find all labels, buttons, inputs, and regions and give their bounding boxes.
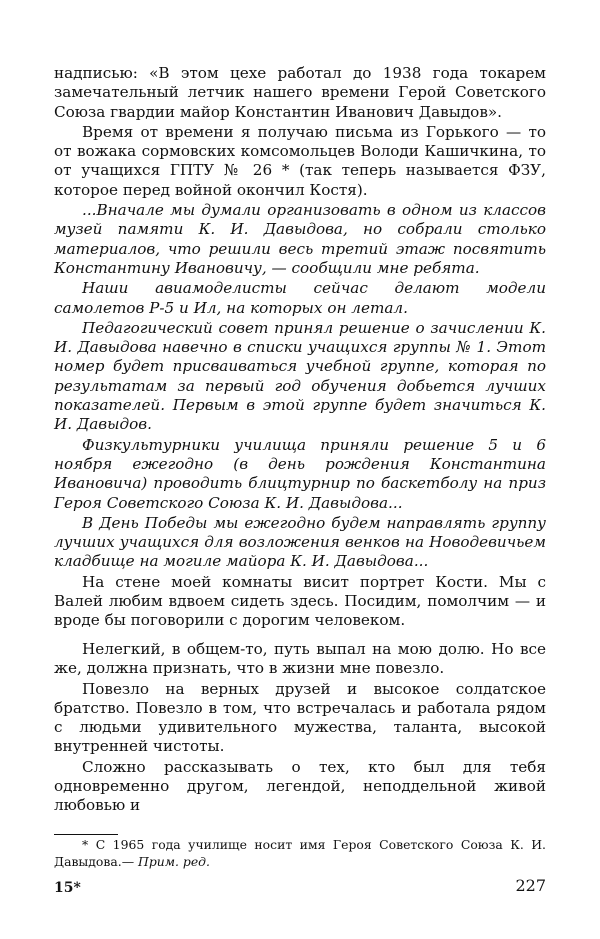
printer-signature: 15* (54, 880, 81, 896)
quote-paragraph-sport: Физкультурники училища приняли решение 5 и 6 ноября ежегодно (в день рождения Константина Ивановича) проводить блицтурнир по баскетболу на приз Героя Советского Союза К. И. Давыдова... (54, 435, 546, 512)
quote-paragraph-council: Педагогический совет принял решение о зачислении К. И. Давыдова навечно в списки учащихся группы № 1. Этот номер будет присваиваться учебной группе, которая по результатам за первый год обучения добьется лучших показателей. Первым в этой группе будет значиться К. И. Давыдов. (54, 318, 546, 434)
main-text-bottom (54, 640, 546, 816)
footnote (54, 836, 546, 870)
paragraph-friends: Повезло на верных друзей и высокое солдатское братство. Повезло в том, что встречалась и работала рядом с людьми удивительного мужества, таланта, высокой внутренней чистоты. (54, 679, 546, 756)
quote-paragraph-museum: ...Вначале мы думали организовать в одном из классов музей памяти К. И. Давыдова, но собрали столько материалов, что решили весь третий этаж посвятить Константину Ивановичу, — сообщили мне ребята. (54, 201, 546, 277)
footnote-text: * С 1965 года училище носит имя Героя Советского Союза К. И. Давыдова.— (54, 837, 546, 869)
footnote-divider (54, 834, 118, 835)
paragraph-fate: Нелегкий, в общем-то, путь выпал на мою долю. Но все же, должна признать, что в жизни мне повезло. (54, 640, 546, 678)
quote-paragraph-models: Наши авиамоделисты сейчас делают модели самолетов Р-5 и Ил, на которых он летал. (54, 279, 546, 317)
paragraph-portrait: На стене моей комнаты висит портрет Кости. Мы с Валей любим вдвоем сидеть здесь. Посидим, помолчим — и вроде бы поговорили с дорогим человеком. (54, 572, 546, 630)
paragraph-difficult: Сложно рассказывать о тех, кто был для тебя одновременно другом, легендой, неподдельной живой любовью и (54, 757, 546, 815)
quote-paragraph-victory-day: В День Победы мы ежегодно будем направлять группу лучших учащихся для возложения венков на Новодевичьем кладбище на могиле майора К. И. Давыдова... (54, 513, 546, 571)
page-number: 227 (515, 876, 546, 895)
footnote-editor-note: Прим. ред. (138, 854, 210, 869)
paragraph-2: Время от времени я получаю письма из Горького — то от вожака сормовских комсомольцев Володи Кашичкина, то от учащихся ГПТУ № 26 * (так теперь называется ФЗУ, которое перед войной окончил Костя). (54, 122, 546, 199)
paragraph-1: надписью: «В этом цехе работал до 1938 года токарем замечательный летчик нашего времени Герой Советского Союза гвардии майор Константин Иванович Давыдов». (54, 64, 546, 121)
main-text-top (54, 64, 546, 631)
